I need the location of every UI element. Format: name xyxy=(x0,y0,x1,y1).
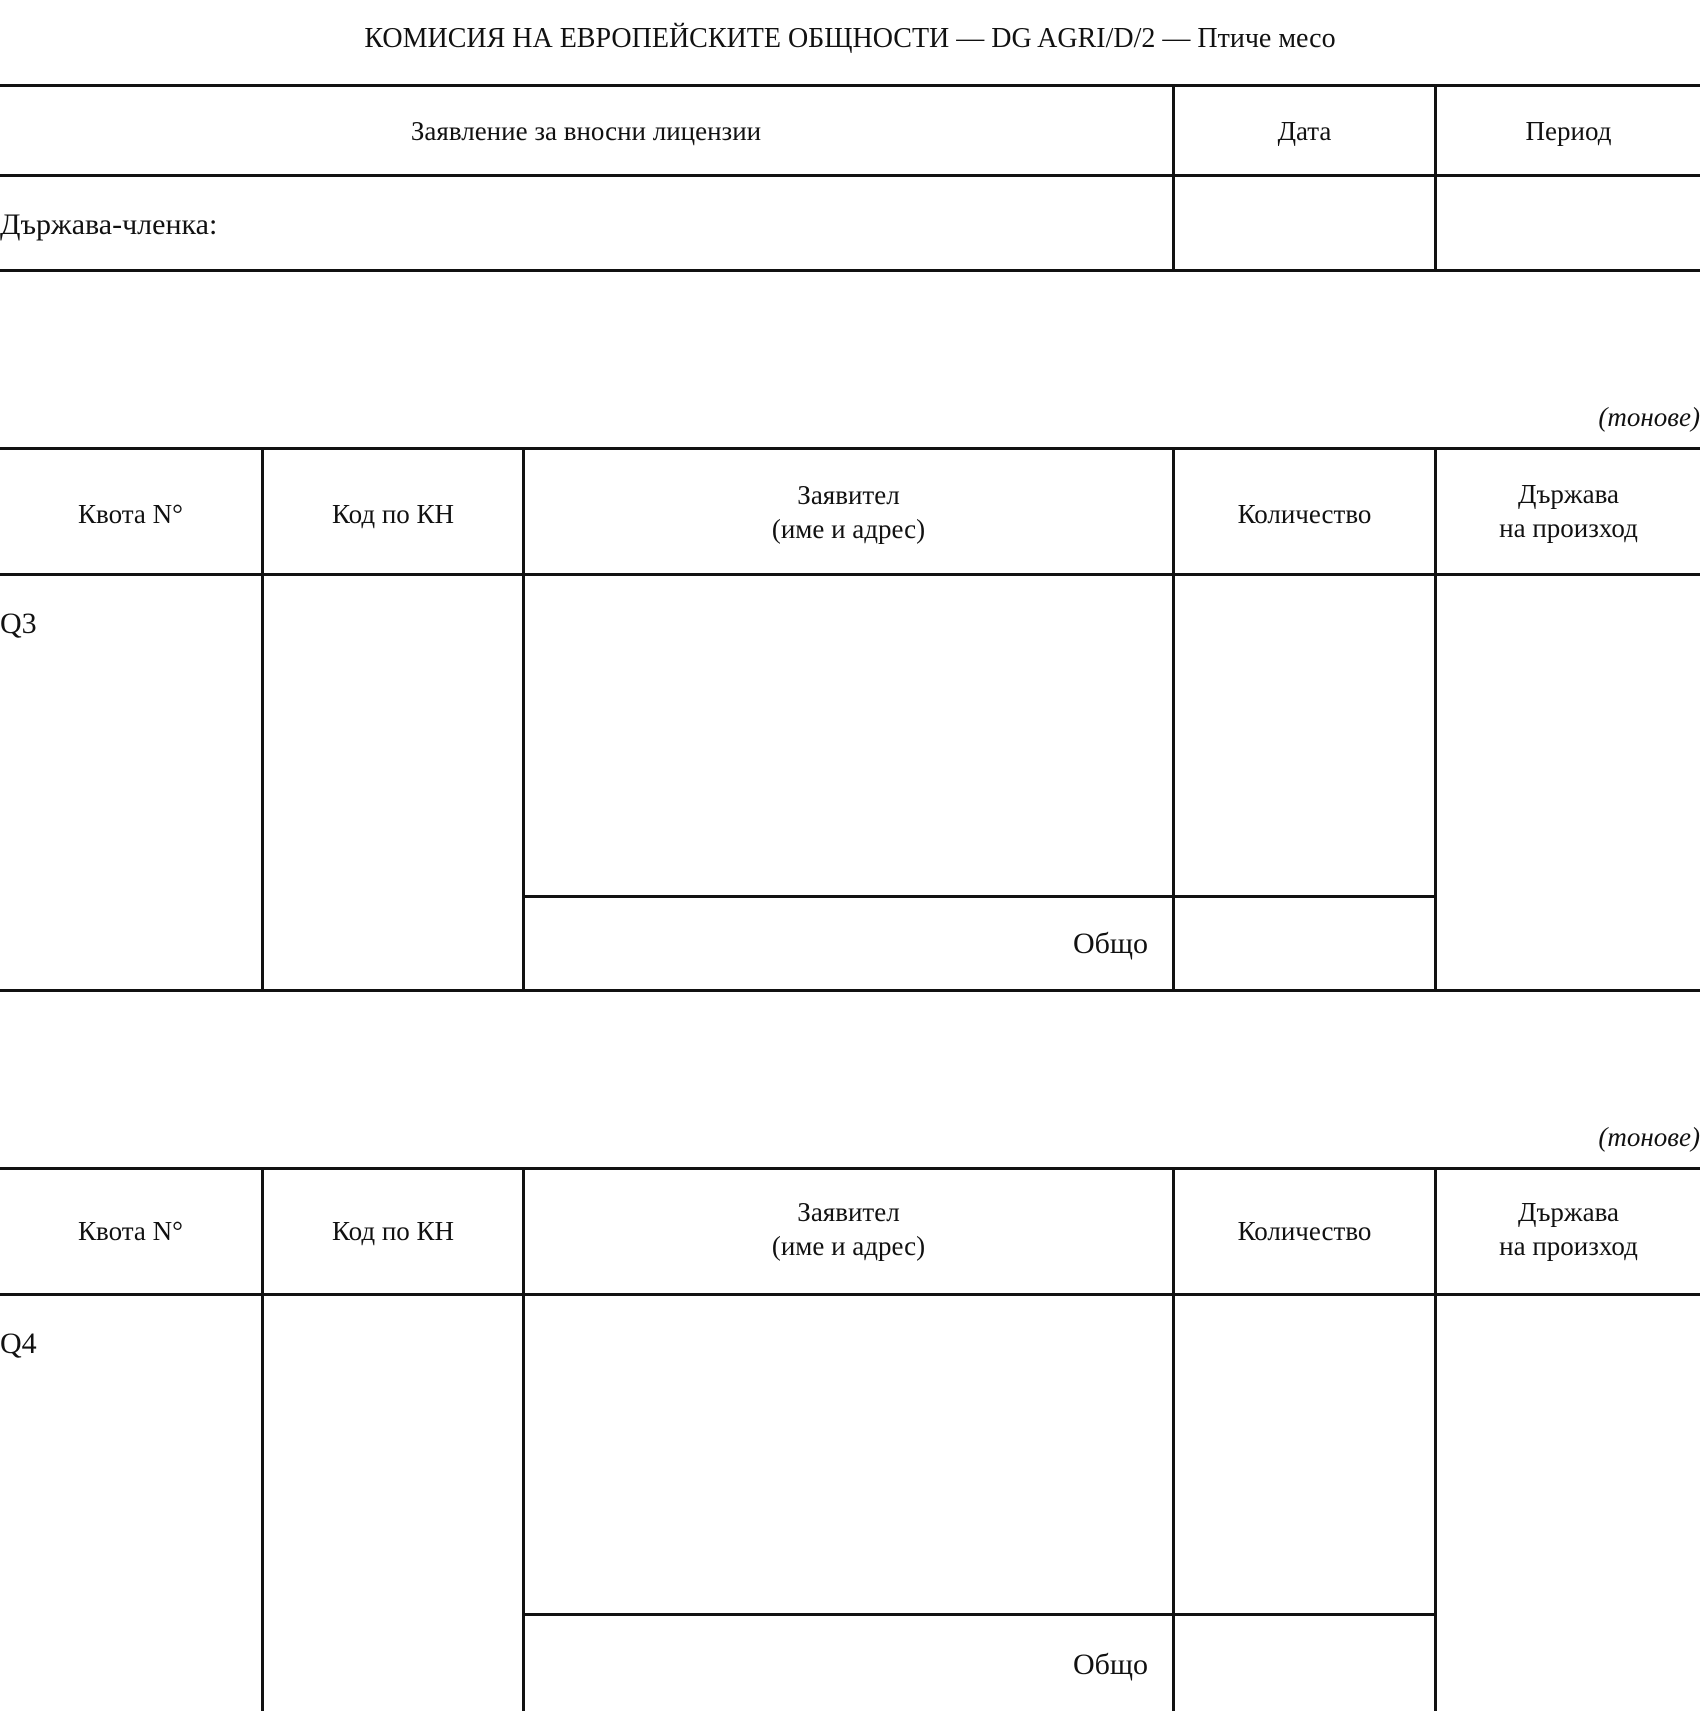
column-header-quota-no: Квота N° xyxy=(78,499,183,529)
column-header-origin xyxy=(1437,477,1700,545)
quantity-field[interactable] xyxy=(1175,576,1434,895)
column-header-applicant-line2: (име и адрес) xyxy=(771,514,926,544)
header-table-top-rule xyxy=(0,84,1700,87)
unit-note: (тонове) xyxy=(1598,402,1700,432)
column-header-applicant xyxy=(525,478,1172,546)
period-field[interactable] xyxy=(1437,177,1700,269)
application-label: Заявление за вносни лицензии xyxy=(410,116,762,146)
date-field[interactable] xyxy=(1175,177,1434,269)
total-label: Общо xyxy=(1072,927,1148,960)
column-header-cn-code: Код по КН xyxy=(331,499,455,529)
origin-field[interactable] xyxy=(1437,1296,1700,1711)
applicant-field[interactable] xyxy=(525,576,1172,895)
quota-number-value: Q4 xyxy=(0,1327,37,1360)
column-header-applicant xyxy=(525,1195,1172,1263)
column-header-quota-no: Квота N° xyxy=(78,1216,183,1246)
column-header-quantity: Количество xyxy=(1237,499,1372,529)
table-top-rule xyxy=(0,1167,1700,1170)
document-title: КОМИСИЯ НА ЕВРОПЕЙСКИТЕ ОБЩНОСТИ — DG AGRI/D/2 — Птиче месо xyxy=(364,23,1336,54)
date-label: Дата xyxy=(1277,116,1332,146)
quota-number-value: Q3 xyxy=(0,607,37,640)
column-header-applicant-line2: (име и адрес) xyxy=(771,1231,926,1261)
table-top-rule xyxy=(0,447,1700,450)
column-header-origin-line1: Държава xyxy=(1518,479,1619,509)
table-bottom-rule xyxy=(0,989,1700,992)
applicant-field[interactable] xyxy=(525,1296,1172,1613)
quantity-field[interactable] xyxy=(1175,1296,1434,1613)
cn-code-field[interactable] xyxy=(264,576,522,989)
cn-code-field[interactable] xyxy=(264,1296,522,1711)
column-header-origin xyxy=(1437,1195,1700,1263)
unit-note: (тонове) xyxy=(1598,1122,1700,1152)
total-label: Общо xyxy=(1072,1648,1148,1681)
total-quantity-field[interactable] xyxy=(1175,1616,1434,1711)
column-header-origin-line2: на произход xyxy=(1499,513,1638,543)
column-header-applicant-line1: Заявител xyxy=(797,1197,900,1227)
column-header-cn-code: Код по КН xyxy=(331,1216,455,1246)
column-header-applicant-line1: Заявител xyxy=(797,480,900,510)
column-header-origin-line1: Държава xyxy=(1518,1197,1619,1227)
column-header-origin-line2: на произход xyxy=(1499,1231,1638,1261)
column-header-quantity: Количество xyxy=(1237,1216,1372,1246)
total-quantity-field[interactable] xyxy=(1175,898,1434,989)
member-state-label: Държава-членка: xyxy=(0,208,218,241)
header-table-bottom-rule xyxy=(0,269,1700,272)
origin-field[interactable] xyxy=(1437,576,1700,989)
period-label: Период xyxy=(1525,116,1612,146)
